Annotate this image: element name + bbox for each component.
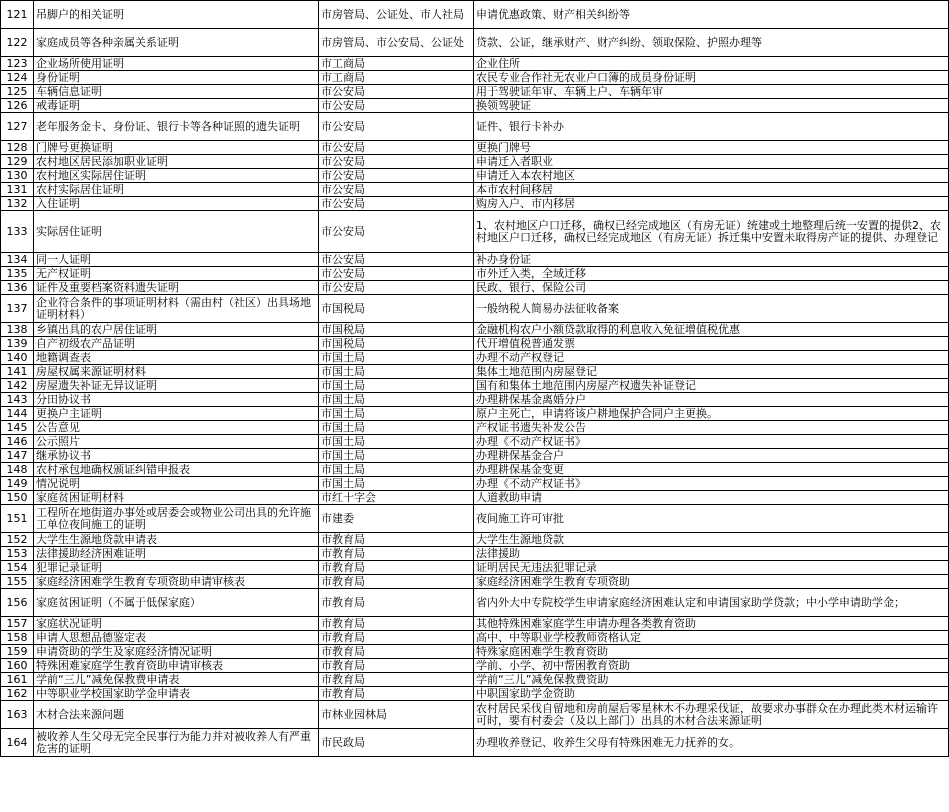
row-number-cell: 158 [1,631,34,645]
department-cell: 市国土局 [319,365,474,379]
department-cell: 市民政局 [319,729,474,757]
purpose-cell: 原户主死亡，申请将该户耕地保护合同户主更换。 [474,407,949,421]
row-number-cell: 138 [1,323,34,337]
table-row [1,197,949,211]
row-number-cell: 147 [1,449,34,463]
purpose-cell: 市外迁入类，全域迁移 [474,267,949,281]
certificate-name-cell: 公示照片 [34,435,319,449]
department-cell: 市国税局 [319,323,474,337]
purpose-cell: 企业住所 [474,57,949,71]
department-cell: 市教育局 [319,617,474,631]
purpose-cell: 证明居民无违法犯罪记录 [474,561,949,575]
row-number-cell: 146 [1,435,34,449]
row-number-cell: 144 [1,407,34,421]
certificate-name-cell: 法律援助经济困难证明 [34,547,319,561]
table-row [1,729,949,757]
table-row [1,71,949,85]
certificate-name-cell: 犯罪记录证明 [34,561,319,575]
department-cell: 市国税局 [319,295,474,323]
certificate-name-cell: 家庭状况证明 [34,617,319,631]
certificate-name-cell: 农村实际居住证明 [34,183,319,197]
table-row [1,701,949,729]
row-number-cell: 139 [1,337,34,351]
table-row [1,169,949,183]
certificate-name-cell: 吊脚户的相关证明 [34,1,319,29]
table-row [1,645,949,659]
purpose-cell: 换领驾驶证 [474,99,949,113]
table-row [1,491,949,505]
table-row [1,547,949,561]
certificate-name-cell: 更换户主证明 [34,407,319,421]
table-row [1,85,949,99]
purpose-cell: 民政、银行、保险公司 [474,281,949,295]
row-number-cell: 134 [1,253,34,267]
row-number-cell: 140 [1,351,34,365]
purpose-cell: 证件、银行卡补办 [474,113,949,141]
department-cell: 市工商局 [319,71,474,85]
department-cell: 市国土局 [319,407,474,421]
purpose-cell: 一般纳税人简易办法征收备案 [474,295,949,323]
department-cell: 市国土局 [319,449,474,463]
row-number-cell: 160 [1,659,34,673]
table-row [1,323,949,337]
purpose-cell: 人道救助申请 [474,491,949,505]
table-row [1,407,949,421]
department-cell: 市教育局 [319,533,474,547]
certificate-name-cell: 证件及重要档案资料遗失证明 [34,281,319,295]
table-row [1,141,949,155]
purpose-cell: 办理耕保基金合户 [474,449,949,463]
row-number-cell: 136 [1,281,34,295]
row-number-cell: 128 [1,141,34,155]
purpose-cell: 集体土地范围内房屋登记 [474,365,949,379]
department-cell: 市教育局 [319,561,474,575]
row-number-cell: 159 [1,645,34,659]
row-number-cell: 129 [1,155,34,169]
table-row [1,575,949,589]
row-number-cell: 142 [1,379,34,393]
department-cell: 市房管局、市公安局、公证处 [319,29,474,57]
certificate-name-cell: 房屋遗失补证无异议证明 [34,379,319,393]
table-row [1,393,949,407]
purpose-cell: 家庭经济困难学生教育专项资助 [474,575,949,589]
certificate-name-cell: 无产权证明 [34,267,319,281]
department-cell: 市公安局 [319,113,474,141]
certificate-name-cell: 农村承包地确权颁证纠错申报表 [34,463,319,477]
department-cell: 市公安局 [319,197,474,211]
table-row [1,687,949,701]
purpose-cell: 大学生生源地贷款 [474,533,949,547]
purpose-cell: 代开增值税普通发票 [474,337,949,351]
table-row [1,477,949,491]
department-cell: 市教育局 [319,673,474,687]
row-number-cell: 153 [1,547,34,561]
table-row [1,561,949,575]
purpose-cell: 产权证书遗失补发公告 [474,421,949,435]
certificate-name-cell: 申请人思想品德鉴定表 [34,631,319,645]
purpose-cell: 申请迁入本农村地区 [474,169,949,183]
purpose-cell: 夜间施工许可审批 [474,505,949,533]
table-row [1,267,949,281]
row-number-cell: 130 [1,169,34,183]
department-cell: 市公安局 [319,141,474,155]
department-cell: 市教育局 [319,631,474,645]
purpose-cell: 办理《不动产权证书》 [474,477,949,491]
purpose-cell: 用于驾驶证年审、车辆上户、车辆年审 [474,85,949,99]
row-number-cell: 132 [1,197,34,211]
certificate-name-cell: 实际居住证明 [34,211,319,253]
purpose-cell: 学前“三儿”减免保教费资助 [474,673,949,687]
certificate-name-cell: 家庭经济困难学生教育专项资助申请审核表 [34,575,319,589]
table-row [1,449,949,463]
department-cell: 市国税局 [319,337,474,351]
purpose-cell: 其他特殊困难家庭学生申请办理各类教育资助 [474,617,949,631]
row-number-cell: 155 [1,575,34,589]
certificate-name-cell: 身份证明 [34,71,319,85]
department-cell: 市公安局 [319,253,474,267]
certificate-name-cell: 乡镇出具的农户居住证明 [34,323,319,337]
purpose-cell: 申请迁入者职业 [474,155,949,169]
certificate-name-cell: 继承协议书 [34,449,319,463]
department-cell: 市教育局 [319,659,474,673]
table-row [1,211,949,253]
certificate-name-cell: 家庭贫困证明（不属于低保家庭） [34,589,319,617]
certificate-name-cell: 车辆信息证明 [34,85,319,99]
table-row [1,379,949,393]
department-cell: 市教育局 [319,547,474,561]
purpose-cell: 省内外大中专院校学生申请家庭经济困难认定和申请国家助学贷款；中小学申请助学金； [474,589,949,617]
table-row [1,29,949,57]
purpose-cell: 办理耕保基金离婚分户 [474,393,949,407]
purpose-cell: 办理不动产权登记 [474,351,949,365]
department-cell: 市房管局、公证处、市人社局 [319,1,474,29]
purpose-cell: 贷款、公证，继承财产、财产纠纷、领取保险、护照办理等 [474,29,949,57]
row-number-cell: 156 [1,589,34,617]
certificate-name-cell: 地籍调查表 [34,351,319,365]
certificate-name-cell: 入住证明 [34,197,319,211]
purpose-cell: 办理《不动产权证书》 [474,435,949,449]
purpose-cell: 高中、中等职业学校教师资格认定 [474,631,949,645]
row-number-cell: 154 [1,561,34,575]
row-number-cell: 162 [1,687,34,701]
table-row [1,351,949,365]
table-row [1,1,949,29]
purpose-cell: 本市农村间移居 [474,183,949,197]
certificate-name-cell: 房屋权属来源证明材料 [34,365,319,379]
department-cell: 市国土局 [319,435,474,449]
certificate-name-cell: 家庭贫困证明材料 [34,491,319,505]
table-row [1,533,949,547]
certificate-name-cell: 企业符合条件的事项证明材料（需由村（社区）出具场地证明材料） [34,295,319,323]
table-row [1,589,949,617]
row-number-cell: 163 [1,701,34,729]
table-row [1,57,949,71]
certificate-name-cell: 公告意见 [34,421,319,435]
purpose-cell: 中职国家助学金资助 [474,687,949,701]
table-row [1,421,949,435]
certificate-name-cell: 企业场所使用证明 [34,57,319,71]
table-row [1,463,949,477]
row-number-cell: 125 [1,85,34,99]
department-cell: 市公安局 [319,183,474,197]
purpose-cell: 农民专业合作社无农业户口簿的成员身份证明 [474,71,949,85]
department-cell: 市公安局 [319,281,474,295]
certificate-name-cell: 木材合法来源问题 [34,701,319,729]
certificate-name-cell: 戒毒证明 [34,99,319,113]
row-number-cell: 157 [1,617,34,631]
row-number-cell: 164 [1,729,34,757]
purpose-cell: 办理耕保基金变更 [474,463,949,477]
certificate-name-cell: 申请资助的学生及家庭经济情况证明 [34,645,319,659]
table-body [1,1,949,757]
certificate-name-cell: 家庭成员等各种亲属关系证明 [34,29,319,57]
row-number-cell: 141 [1,365,34,379]
certificate-name-cell: 工程所在地街道办事处或居委会或物业公司出具的允许施工单位夜间施工的证明 [34,505,319,533]
purpose-cell: 1、农村地区户口迁移，确权已经完成地区（有房无证）统建或土地整理后统一安置的提供2、农村地区户口迁移，确权已经完成地区（有房无证）拆迁集中安置未取得房产证的提供、办理登记 [474,211,949,253]
certificate-name-cell: 同一人证明 [34,253,319,267]
row-number-cell: 135 [1,267,34,281]
department-cell: 市国土局 [319,421,474,435]
table-row [1,253,949,267]
purpose-cell: 补办身份证 [474,253,949,267]
row-number-cell: 151 [1,505,34,533]
table-row [1,435,949,449]
certificate-name-cell: 农村地区居民添加职业证明 [34,155,319,169]
certificate-name-cell: 农村地区实际居住证明 [34,169,319,183]
table-row [1,659,949,673]
department-cell: 市建委 [319,505,474,533]
row-number-cell: 152 [1,533,34,547]
row-number-cell: 126 [1,99,34,113]
row-number-cell: 143 [1,393,34,407]
department-cell: 市国土局 [319,351,474,365]
department-cell: 市公安局 [319,155,474,169]
department-cell: 市教育局 [319,575,474,589]
row-number-cell: 121 [1,1,34,29]
row-number-cell: 137 [1,295,34,323]
department-cell: 市公安局 [319,211,474,253]
table-row [1,99,949,113]
certificate-name-cell: 分田协议书 [34,393,319,407]
row-number-cell: 148 [1,463,34,477]
purpose-cell: 法律援助 [474,547,949,561]
row-number-cell: 127 [1,113,34,141]
certificate-name-cell: 情况说明 [34,477,319,491]
purpose-cell: 特殊家庭困难学生教育资助 [474,645,949,659]
table-row [1,365,949,379]
department-cell: 市教育局 [319,645,474,659]
table-row [1,155,949,169]
table-row [1,673,949,687]
department-cell: 市公安局 [319,99,474,113]
department-cell: 市红十字会 [319,491,474,505]
department-cell: 市教育局 [319,687,474,701]
certificate-name-cell: 被收养人生父母无完全民事行为能力并对被收养人有严重危害的证明 [34,729,319,757]
table-row [1,337,949,351]
table-row [1,631,949,645]
row-number-cell: 131 [1,183,34,197]
certificate-name-cell: 自产初级农产品证明 [34,337,319,351]
table-row [1,281,949,295]
table-row [1,183,949,197]
certificate-name-cell: 老年服务金卡、身份证、银行卡等各种证照的遗失证明 [34,113,319,141]
department-cell: 市公安局 [319,267,474,281]
certificate-name-cell: 大学生生源地贷款申请表 [34,533,319,547]
department-cell: 市林业园林局 [319,701,474,729]
certificate-name-cell: 中等职业学校国家助学金申请表 [34,687,319,701]
department-cell: 市国土局 [319,393,474,407]
certificate-name-cell: 特殊困难家庭学生教育资助申请审核表 [34,659,319,673]
table-row [1,295,949,323]
purpose-cell: 学前、小学、初中帮困教育资助 [474,659,949,673]
table-row [1,617,949,631]
row-number-cell: 161 [1,673,34,687]
row-number-cell: 122 [1,29,34,57]
row-number-cell: 145 [1,421,34,435]
table-row [1,505,949,533]
purpose-cell: 办理收养登记、收养生父母有特殊困难无力抚养的女。 [474,729,949,757]
row-number-cell: 133 [1,211,34,253]
department-cell: 市国土局 [319,379,474,393]
purpose-cell: 金融机构农户小额贷款取得的利息收入免征增值税优惠 [474,323,949,337]
department-cell: 市教育局 [319,589,474,617]
certificate-name-cell: 门牌号更换证明 [34,141,319,155]
department-cell: 市公安局 [319,85,474,99]
purpose-cell: 购房入户、市内移居 [474,197,949,211]
row-number-cell: 123 [1,57,34,71]
certificate-name-cell: 学前“三儿”减免保教费申请表 [34,673,319,687]
purpose-cell: 更换门牌号 [474,141,949,155]
department-cell: 市公安局 [319,169,474,183]
purpose-cell: 国有和集体土地范围内房屋产权遗失补证登记 [474,379,949,393]
department-cell: 市国土局 [319,477,474,491]
row-number-cell: 150 [1,491,34,505]
purpose-cell: 申请优惠政策、财产相关纠纷等 [474,1,949,29]
purpose-cell: 农村居民采伐自留地和房前屋后零星林木不办理采伐证，故要求办事群众在办理此类木材运输许可时，要有村委会（及以上部门）出具的木材合法来源证明 [474,701,949,729]
table-row [1,113,949,141]
department-cell: 市国土局 [319,463,474,477]
department-cell: 市工商局 [319,57,474,71]
row-number-cell: 124 [1,71,34,85]
row-number-cell: 149 [1,477,34,491]
